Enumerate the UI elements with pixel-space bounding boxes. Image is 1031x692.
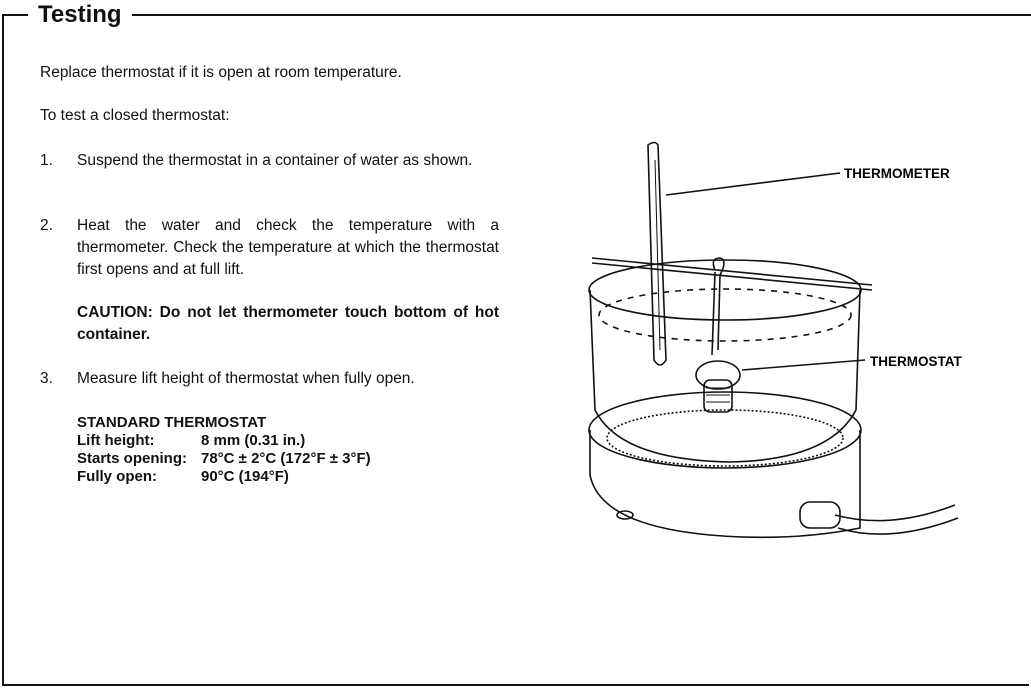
spec-row (77, 432, 371, 450)
heater-base (590, 430, 860, 537)
lead-text: To test a closed thermostat: (40, 107, 230, 124)
water-line (599, 289, 851, 341)
thermostat-hook (713, 258, 724, 350)
spec-label: Lift height: (77, 432, 155, 449)
thermometer-leader (666, 173, 840, 195)
spec-heading: STANDARD THERMOSTAT (77, 414, 267, 431)
spec-table (77, 432, 371, 486)
step-number: 2. (40, 217, 53, 234)
thermostat (696, 361, 740, 389)
step-text: Heat the water and check the temperature with a thermometer. Check the temperature at which the thermostat first opens and at full lift. (77, 217, 499, 278)
caution-text: CAUTION: Do not let thermometer touch bottom of hot container. (77, 304, 499, 343)
thermostat-hook-2 (712, 272, 715, 355)
container-body (590, 290, 860, 462)
step-number: 1. (40, 152, 53, 169)
support-rod (592, 258, 872, 290)
heater-coil (607, 410, 843, 466)
thermostat-label: THERMOSTAT (870, 354, 962, 369)
spec-value: 8 mm (0.31 in.) (201, 432, 306, 449)
thermostat-test-illustration (560, 130, 1020, 550)
container-rim (589, 260, 861, 320)
power-plug (800, 502, 840, 528)
heater-top (589, 392, 861, 468)
step-text: Suspend the thermostat in a container of water as shown. (77, 152, 473, 169)
spec-label: Fully open: (77, 468, 157, 485)
spec-block (77, 414, 371, 486)
intro-text: Replace thermostat if it is open at room temperature. (40, 64, 402, 81)
step-text: Measure lift height of thermostat when fully open. (77, 370, 415, 387)
spec-row (77, 468, 371, 486)
spec-value: 78°C ± 2°C (172°F ± 3°F) (201, 450, 371, 467)
spec-value: 90°C (194°F) (201, 468, 289, 485)
spec-row (77, 450, 371, 468)
thermometer-label: THERMOMETER (844, 166, 950, 181)
spec-label: Starts opening: (77, 450, 188, 467)
thermostat-leader (742, 360, 865, 370)
section-title: Testing (28, 0, 132, 30)
step-number: 3. (40, 370, 53, 387)
